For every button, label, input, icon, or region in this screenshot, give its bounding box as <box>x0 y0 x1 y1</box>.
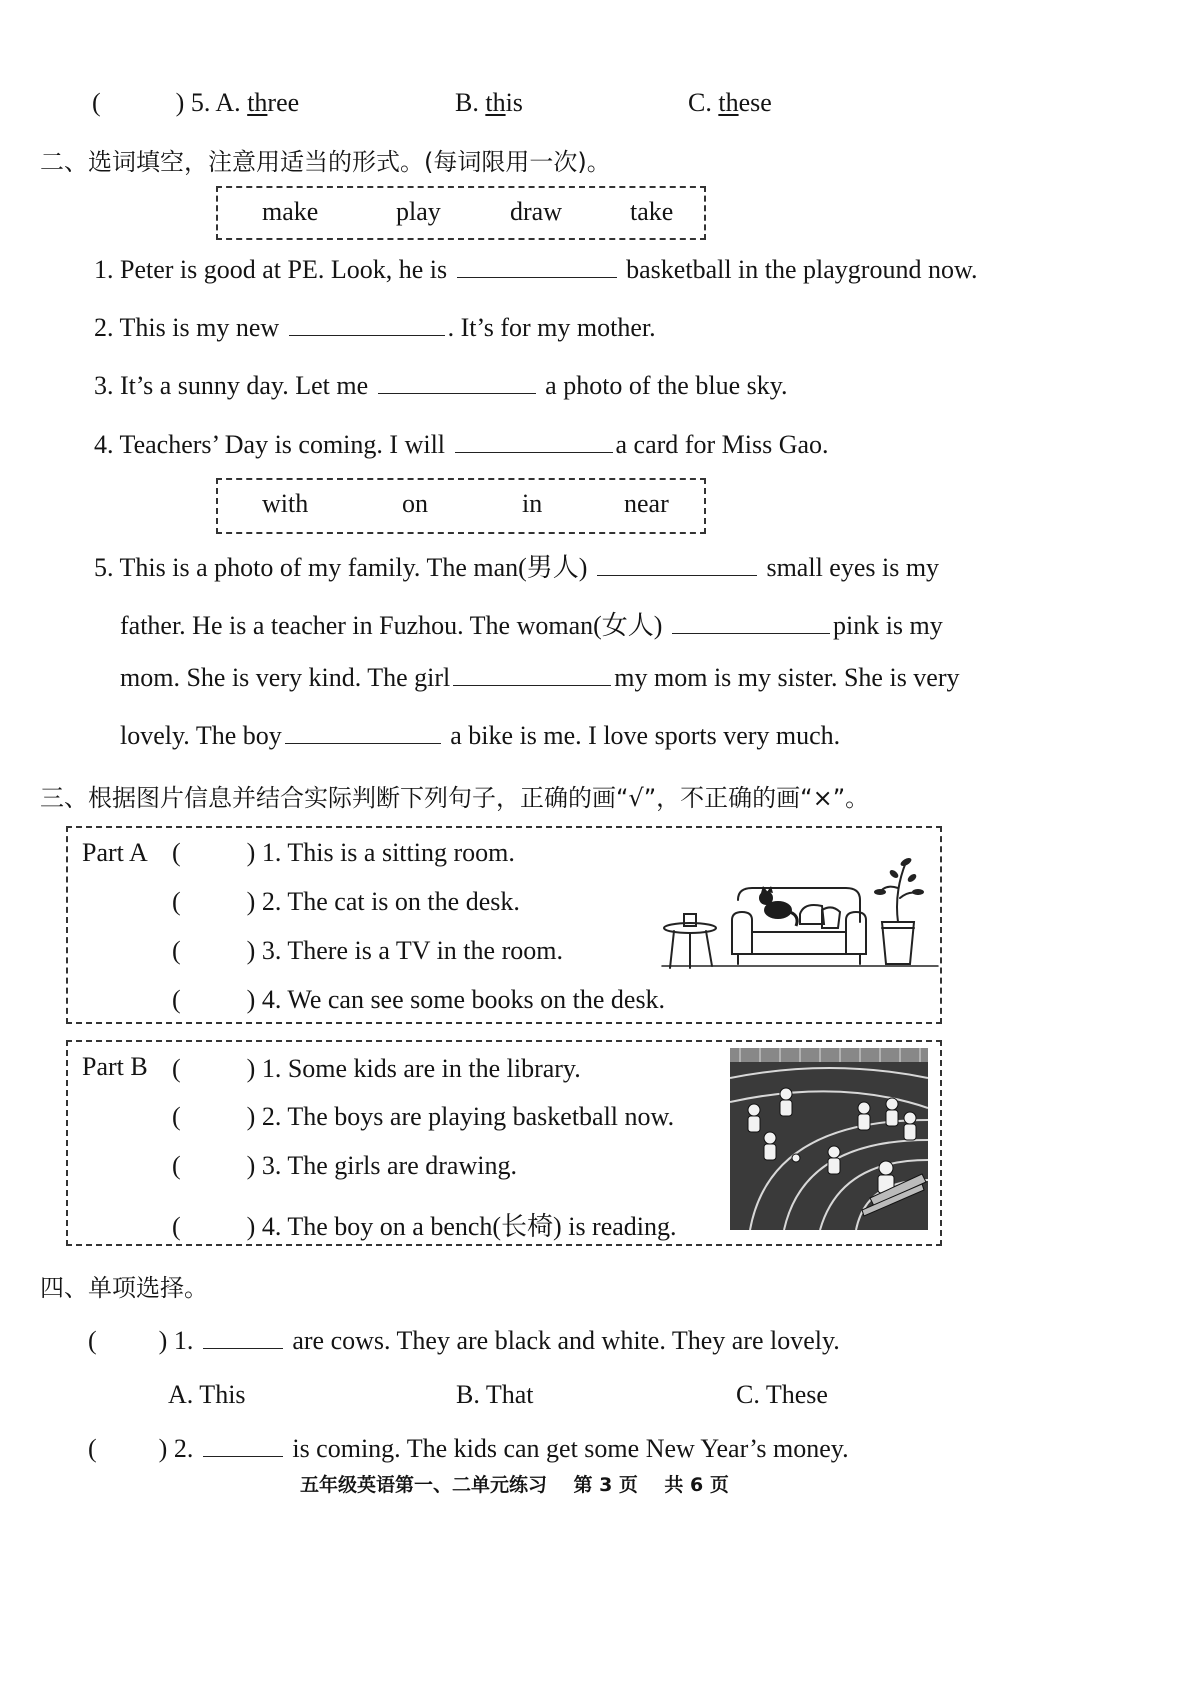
fill-item-5-line4 <box>120 721 840 751</box>
q5-c-underlined: th <box>718 88 739 117</box>
word-on: on <box>402 489 428 518</box>
part-b-item-3 <box>172 1151 517 1181</box>
fill-item-3 <box>94 371 788 401</box>
q5-number: 5. A. <box>190 88 241 117</box>
q5-c-label: C. <box>688 88 712 117</box>
item-text: This is a photo of my family. The man(男人) <box>119 553 588 582</box>
q5-b-underlined: th <box>485 88 506 117</box>
answer-blank[interactable] <box>455 430 613 453</box>
answer-paren-close: ) <box>175 88 185 117</box>
item-number: 1. <box>94 255 114 284</box>
section4-title: 四、单项选择。 <box>40 1274 208 1302</box>
q5-a-underlined: th <box>247 88 268 117</box>
q5-b-label: B. <box>455 88 479 117</box>
question-number: ) 2. <box>158 1434 194 1463</box>
item-text: ) 3. There is a TV in the room. <box>246 936 563 965</box>
item-text: a photo of the blue sky. <box>545 371 788 400</box>
paren-open: ( <box>172 936 181 965</box>
part-b-item-2 <box>172 1102 674 1132</box>
playground-picture <box>730 1048 928 1230</box>
mc-question-2 <box>88 1434 849 1464</box>
fill-item-4 <box>94 430 829 460</box>
part-a-item-1 <box>172 838 515 868</box>
item-text: mom. She is very kind. The girl <box>120 663 451 692</box>
item-text: Peter is good at PE. Look, he is <box>120 255 448 284</box>
paren-open: ( <box>172 1102 181 1131</box>
item-text: Teachers’ Day is coming. I will <box>119 430 446 459</box>
q5-option-c <box>688 88 772 118</box>
fill-item-1 <box>94 255 978 285</box>
item-text: ) 4. We can see some books on the desk. <box>246 985 666 1014</box>
word-in: in <box>522 489 543 518</box>
item-text: pink is my <box>832 611 943 640</box>
word-box-1 <box>216 186 706 240</box>
answer-blank[interactable] <box>457 255 617 278</box>
item-text: a card for Miss Gao. <box>615 430 829 459</box>
answer-blank[interactable] <box>203 1326 283 1349</box>
item-text: This is my new <box>119 313 280 342</box>
item-text: ) 2. The cat is on the desk. <box>246 887 520 916</box>
part-b-item-4 <box>172 1206 677 1243</box>
part-a-item-2 <box>172 887 520 917</box>
item-text: a bike is me. I love sports very much. <box>450 721 841 750</box>
item-number: 2. <box>94 313 114 342</box>
word-make: make <box>262 197 319 226</box>
item-text: ) 3. The girls are drawing. <box>246 1151 517 1180</box>
q5-c-rest: ese <box>738 88 772 117</box>
item-text: ) 1. Some kids are in the library. <box>246 1054 581 1083</box>
answer-paren-open: ( <box>92 88 101 117</box>
paren-open: ( <box>172 1054 181 1083</box>
item-text: lovely. The boy <box>120 721 282 750</box>
item-text: ) 2. The boys are playing basketball now. <box>246 1102 675 1131</box>
item-number: 4. <box>94 430 114 459</box>
answer-blank[interactable] <box>285 721 441 744</box>
word-play: play <box>396 197 441 226</box>
q5-a-rest: ree <box>267 88 300 117</box>
word-near: near <box>624 489 669 518</box>
q5-option-b <box>455 88 523 118</box>
mc-option-c: C. These <box>736 1380 828 1409</box>
paren-open: ( <box>172 985 181 1014</box>
word-with: with <box>262 489 309 518</box>
fill-item-5-line2 <box>120 605 943 642</box>
mc-option-a: A. This <box>168 1380 246 1409</box>
paren-open: ( <box>172 887 181 916</box>
word-take: take <box>630 197 674 226</box>
item-text: ) 4. The boy on a bench(长椅) is reading. <box>246 1212 677 1241</box>
part-b-item-1 <box>172 1054 581 1084</box>
item-number: 5. <box>94 553 114 582</box>
paren-open: ( <box>88 1434 97 1463</box>
paren-open: ( <box>88 1326 97 1355</box>
item-text: ) 1. This is a sitting room. <box>246 838 515 867</box>
part-a-item-4 <box>172 985 665 1015</box>
page-footer: 五年级英语第一、二单元练习 第 3 页 共 6 页 <box>300 1474 729 1496</box>
sitting-room-picture <box>660 848 940 972</box>
fill-item-5-line1 <box>94 547 939 584</box>
part-a-label: Part A <box>82 838 148 867</box>
question-text: is coming. The kids can get some New Year’s money. <box>292 1434 849 1463</box>
answer-blank[interactable] <box>378 371 536 394</box>
q5-b-rest: is <box>505 88 523 117</box>
item-text: father. He is a teacher in Fuzhou. The woman(女人) <box>120 611 663 640</box>
q5-row <box>92 88 299 118</box>
answer-blank[interactable] <box>453 663 611 686</box>
mc-question-1 <box>88 1326 840 1356</box>
fill-item-2 <box>94 313 656 343</box>
item-text: my mom is my sister. She is very <box>614 663 960 692</box>
answer-blank[interactable] <box>597 553 757 576</box>
answer-blank[interactable] <box>203 1434 283 1457</box>
paren-open: ( <box>172 1212 181 1241</box>
word-draw: draw <box>510 197 562 226</box>
part-a-item-3 <box>172 936 563 966</box>
fill-item-5-line3 <box>120 663 960 693</box>
item-text: small eyes is my <box>766 553 940 582</box>
word-box-2 <box>216 478 706 534</box>
question-text: are cows. They are black and white. They are lovely. <box>292 1326 840 1355</box>
item-text: . It’s for my mother. <box>447 313 656 342</box>
section3-title: 三、根据图片信息并结合实际判断下列句子，正确的画“√”，不正确的画“×”。 <box>40 784 870 812</box>
item-text: basketball in the playground now. <box>626 255 978 284</box>
answer-blank[interactable] <box>289 313 445 336</box>
part-b-label: Part B <box>82 1052 148 1081</box>
paren-open: ( <box>172 1151 181 1180</box>
paren-open: ( <box>172 838 181 867</box>
item-number: 3. <box>94 371 114 400</box>
section2-title: 二、选词填空，注意用适当的形式。(每词限用一次)。 <box>40 148 611 176</box>
mc-option-b: B. That <box>456 1380 534 1409</box>
question-number: ) 1. <box>158 1326 194 1355</box>
item-text: It’s a sunny day. Let me <box>120 371 369 400</box>
answer-blank[interactable] <box>672 611 830 634</box>
